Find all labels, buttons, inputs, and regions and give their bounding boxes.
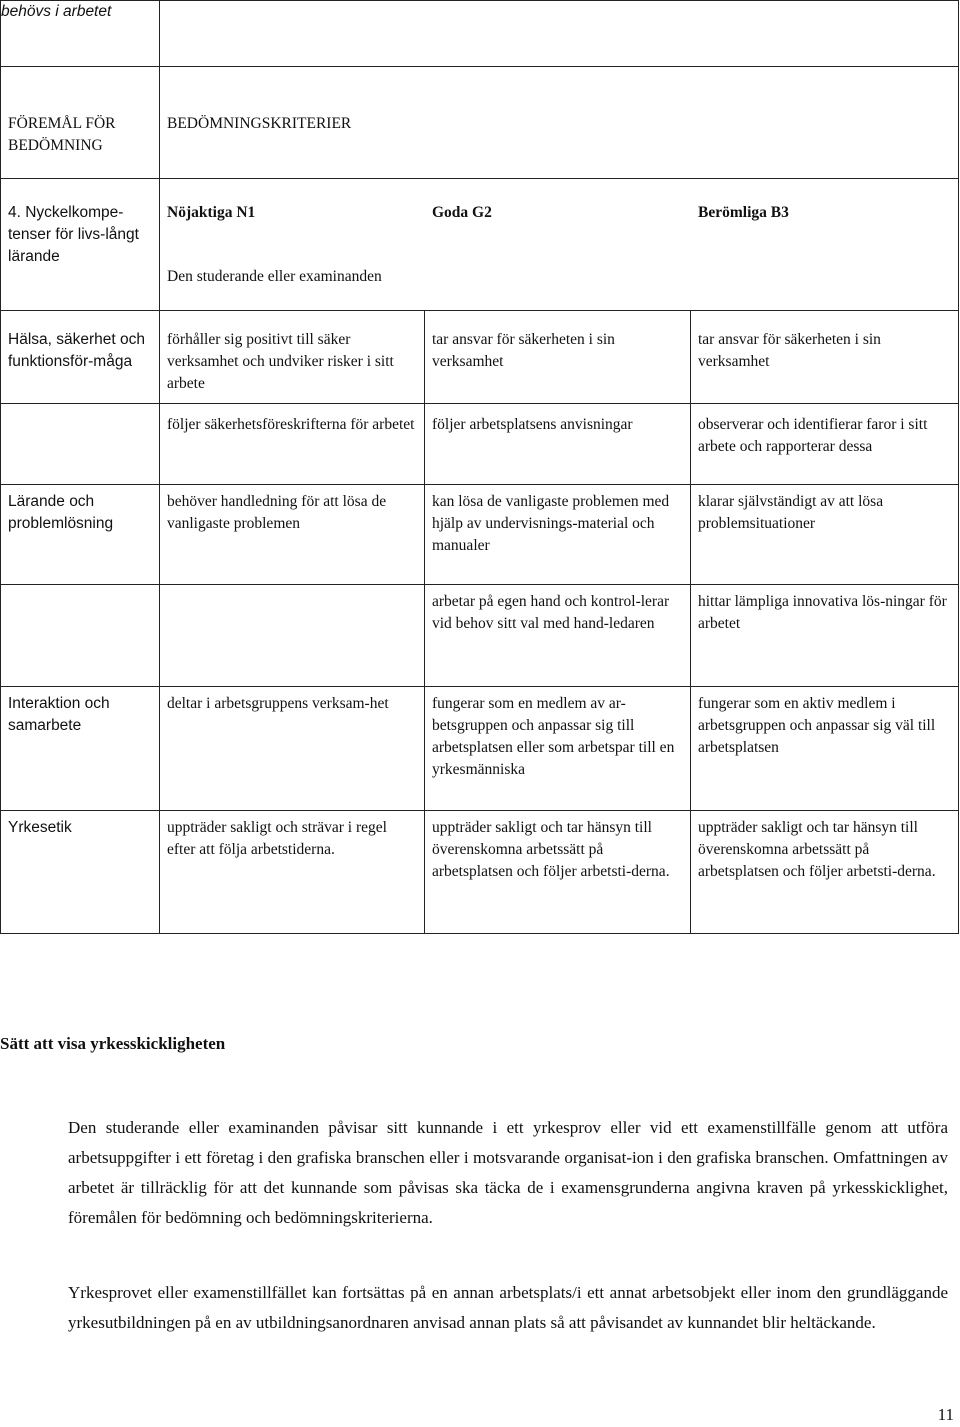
levels-cell [160, 179, 959, 311]
section-heading: Sätt att visa yrkesskickligheten [0, 1034, 226, 1053]
table-row [1, 1, 959, 67]
criterion-n1: förhåller sig positivt till säker verksamhet och undviker risker i sitt arbete [167, 331, 394, 392]
category-label [1, 585, 159, 591]
row-top-text: behövs i arbetet [1, 3, 112, 20]
criterion-b3: fungerar som en aktiv medlem i arbetsgruppen och anpassar sig väl till arbetsplatsen [698, 695, 936, 756]
criterion-b3: uppträder sakligt och tar hänsyn till överenskomna arbetssätt på arbetsplatsen och följer arbetsti-derna. [698, 819, 936, 880]
criterion-n1: behöver handledning för att lösa de vanligaste problemen [167, 493, 387, 532]
table-row [1, 485, 959, 585]
page-number: 11 [937, 1405, 954, 1424]
level-b3: Berömliga B3 [698, 204, 789, 221]
criterion-b3: hittar lämpliga innovativa lös-ningar för arbetet [698, 593, 947, 632]
criterion-g2: fungerar som en medlem av ar-betsgruppen och anpassar sig till arbetsplatsen eller som arbetspar till en yrkesmänniska [432, 695, 675, 778]
category-label: Yrkesetik [8, 819, 72, 836]
criterion-b3: klarar självständigt av att lösa problemsituationer [698, 493, 884, 532]
criterion-n1: uppträder sakligt och strävar i regel efter att följa arbetstiderna. [167, 819, 387, 858]
row-top-cell [1, 1, 160, 67]
table-row [1, 811, 959, 934]
table-row [1, 311, 959, 404]
category-label: Interaktion och samarbete [8, 695, 110, 734]
criterion-n1: deltar i arbetsgruppens verksam-het [167, 695, 389, 712]
category-label: Lärande och problemlösning [8, 493, 114, 532]
criterion-b3: tar ansvar för säkerheten i sin verksamhet [698, 331, 881, 370]
criterion-n1: följer säkerhetsföreskrifterna för arbetet [167, 416, 415, 433]
table-header-row [1, 67, 959, 179]
criterion-b3: observerar och identifierar faror i sitt arbete och rapporterar dessa [698, 416, 928, 455]
header-col1-cell [1, 67, 160, 179]
criterion-g2: kan lösa de vanligaste problemen med hjälp av undervisnings-material och manualer [432, 493, 670, 554]
header-col1: FÖREMÅL FÖR BEDÖMNING [8, 115, 116, 154]
level-g2: Goda G2 [432, 204, 492, 221]
table-row [1, 404, 959, 485]
paragraph-2: Yrkesprovet eller examenstillfället kan fortsättas på en annan arbetsplats/i ett annat arbetsobjekt eller inom den grundläggande yrkesutbildningen på en av utbildningsanordnaren anvisad annan plats så att påvisandet av kunnandet blir heltäckande. [68, 1283, 948, 1332]
table-row [1, 585, 959, 687]
level-n1: Nöjaktiga N1 [167, 204, 256, 221]
category-label [1, 404, 159, 414]
paragraph-1: Den studerande eller examinanden påvisar sitt kunnande i ett yrkesprov eller vid ett examenstillfälle genom att utföra arbetsuppgifter i ett företag i den grafiska branschen eller i motsvarande organisat-ion i den grafiska branschen. Omfattningen av arbetet är tillräcklig för att det kunnande som påvisas ska täcka de i examensgrunderna angivna kraven på yrkesskicklighet, föremålen för bedömning och bedömningskriterierna. [68, 1118, 948, 1227]
section-label: 4. Nyckelkompe-tenser för livs-långt lärande [8, 204, 139, 265]
category-label: Hälsa, säkerhet och funktionsför-måga [8, 331, 145, 370]
criterion-g2: följer arbetsplatsens anvisningar [432, 416, 633, 433]
header-col2-cell [160, 67, 959, 179]
criterion-g2: arbetar på egen hand och kontrol-lerar vid behov sitt val med hand-ledaren [432, 593, 670, 632]
criterion-g2: uppträder sakligt och tar hänsyn till överenskomna arbetssätt på arbetsplatsen och följer arbetsti-derna. [432, 819, 670, 880]
header-col2: BEDÖMNINGSKRITERIER [167, 115, 352, 132]
subject-text: Den studerande eller examinanden [167, 268, 382, 285]
table-row [1, 687, 959, 811]
criterion-g2: tar ansvar för säkerheten i sin verksamhet [432, 331, 615, 370]
section-label-cell [1, 179, 160, 311]
section-row [1, 179, 959, 311]
criterion-n1 [160, 585, 424, 591]
